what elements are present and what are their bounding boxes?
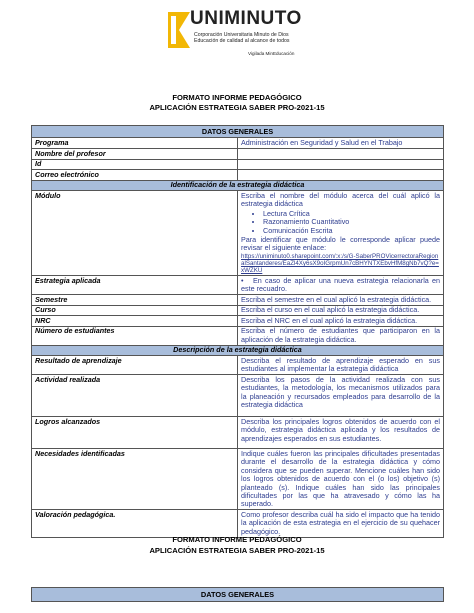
logros-field[interactable]: Describa los principales logros obtenidos de acuerdo con el módulo, estrategia didáctica aplicada y los resultados de aprendizajes esperados en sus estudiantes.	[238, 417, 444, 449]
row-modulo	[32, 191, 444, 276]
correo-field[interactable]	[238, 170, 444, 181]
modulo-intro: Escriba el nombre del módulo acerca del cuál aplicó la estrategia didáctica	[241, 190, 440, 209]
modulo-help-text: Para identificar que módulo le corresponde aplicar puede revisar el siguiente enlace:	[241, 235, 440, 253]
programa-label: Programa	[32, 138, 238, 149]
logo-line-1: Corporación Universitaria Minuto de Dios	[194, 32, 289, 38]
row-estrategia	[32, 276, 444, 295]
document-title: FORMATO INFORME PEDAGÓGICO	[172, 93, 302, 102]
modulo-option: • Comunicación Escrita	[263, 227, 440, 235]
row-valoracion	[32, 510, 444, 537]
document-title-2: FORMATO INFORME PEDAGÓGICO	[172, 535, 302, 544]
modulo-option: • Razonamiento Cuantitativo	[263, 218, 440, 226]
id-field[interactable]	[238, 159, 444, 170]
logo-line-2: Educación de calidad al alcance de todos	[194, 38, 290, 44]
profesor-field[interactable]	[238, 149, 444, 160]
necesidades-label: Necesidades identificadas	[32, 449, 238, 510]
semestre-label: Semestre	[32, 295, 238, 306]
row-correo	[32, 170, 444, 181]
valoracion-label: Valoración pedagógica.	[32, 510, 238, 537]
correo-label: Correo electrónico	[32, 170, 238, 181]
actividad-label: Actividad realizada	[32, 375, 238, 417]
modulo-sharepoint-link[interactable]: https://uniminuto0.sharepoint.com/:x:/s/G-SaberPROVicerrectoraRegionalSantanderes/EaZl4Xy6sX9oIGrpmUn7cBHYNTXEbvHfM8gNb7vQ?e=xWZKU	[241, 252, 439, 275]
section-header-general-label: DATOS GENERALES	[32, 126, 444, 138]
row-programa	[32, 138, 444, 149]
id-label: Id	[32, 159, 238, 170]
row-nrc	[32, 316, 444, 327]
necesidades-field[interactable]: Indique cuáles fueron las principales dificultades presentadas durante el desarrollo de la estrategia didáctica y cómo considera que se pueden superar. Mencione cuáles han sido los logros obtenidos de acuerdo con el (o los) objetivo (s) planteado (s). Indique cuáles han sido las principales dificultades por las que ha atravesado y cómo las ha superado.	[238, 449, 444, 510]
row-actividad	[32, 375, 444, 417]
curso-field[interactable]: Escriba el curso en el cual aplicó la estrategia didáctica.	[238, 305, 444, 316]
document-subtitle: APLICACIÓN ESTRATEGIA SABER PRO-2021-15	[149, 103, 325, 112]
profesor-label: Nombre del profesor	[32, 149, 238, 160]
document-subtitle-2: APLICACIÓN ESTRATEGIA SABER PRO-2021-15	[149, 546, 325, 555]
resultado-label: Resultado de aprendizaje	[32, 356, 238, 375]
programa-field[interactable]: Administración en Seguridad y Salud en el Trabajo	[238, 138, 444, 149]
estrategia-text: En caso de aplicar una nueva estrategia relacionarla en este recuadro.	[241, 275, 440, 294]
logo-line-3: Vigilada MinEducación	[248, 51, 295, 56]
section-header-general-2-label: DATOS GENERALES	[32, 588, 444, 602]
section-header-descripcion	[32, 345, 444, 356]
modulo-field[interactable]	[238, 191, 444, 276]
row-profesor	[32, 149, 444, 160]
actividad-field[interactable]: Describa los pasos de la actividad realizada con sus estudiantes, la metodología, los mecanismos utilizados para la planeación y recursados empleados para desarrollo de la estrategia didáctica	[238, 375, 444, 417]
section-header-general-2	[32, 588, 444, 602]
curso-label: Curso	[32, 305, 238, 316]
logros-label: Logros alcanzados	[32, 417, 238, 449]
uniminuto-emblem-icon	[166, 10, 192, 50]
modulo-option: • Lectura Crítica	[263, 210, 440, 218]
estudiantes-label: Número de estudiantes	[32, 326, 238, 345]
bullet-icon: •	[241, 275, 244, 285]
row-estudiantes	[32, 326, 444, 345]
modulo-options-list	[241, 210, 440, 235]
estudiantes-field[interactable]: Escriba el número de estudiantes que participaron en la aplicación de la estrategia didáctica.	[238, 326, 444, 345]
report-form-table-2	[31, 587, 444, 602]
row-logros	[32, 417, 444, 449]
row-semestre	[32, 295, 444, 306]
row-curso	[32, 305, 444, 316]
row-resultado	[32, 356, 444, 375]
resultado-field[interactable]: Describa el resultado de aprendizaje esperado en sus estudiantes al implementar la estrategia didáctica	[238, 356, 444, 375]
valoracion-field[interactable]: Como profesor describa cuál ha sido el impacto que ha tenido la aplicación de esta estrategia en el ejercicio de su quehacer pedagógico.	[238, 510, 444, 537]
logo-brand-text: UNIMINUTO	[190, 8, 302, 29]
nrc-label: NRC	[32, 316, 238, 327]
section-header-general	[32, 126, 444, 138]
semestre-field[interactable]: Escriba el semestre en el cual aplicó la estrategia didáctica.	[238, 295, 444, 306]
uniminuto-logo	[166, 8, 326, 62]
estrategia-field[interactable]	[238, 276, 444, 295]
section-header-descripcion-label: Descripción de la estrategia didáctica	[32, 345, 444, 356]
report-form-table	[31, 125, 444, 538]
row-id	[32, 159, 444, 170]
section-header-identificacion	[32, 180, 444, 191]
row-necesidades	[32, 449, 444, 510]
modulo-label: Módulo	[32, 191, 238, 276]
estrategia-label: Estrategia aplicada	[32, 276, 238, 295]
section-header-identificacion-label: Identificación de la estrategia didáctica	[32, 180, 444, 191]
nrc-field[interactable]: Escriba el NRC en el cual aplicó la estrategia didáctica.	[238, 316, 444, 327]
